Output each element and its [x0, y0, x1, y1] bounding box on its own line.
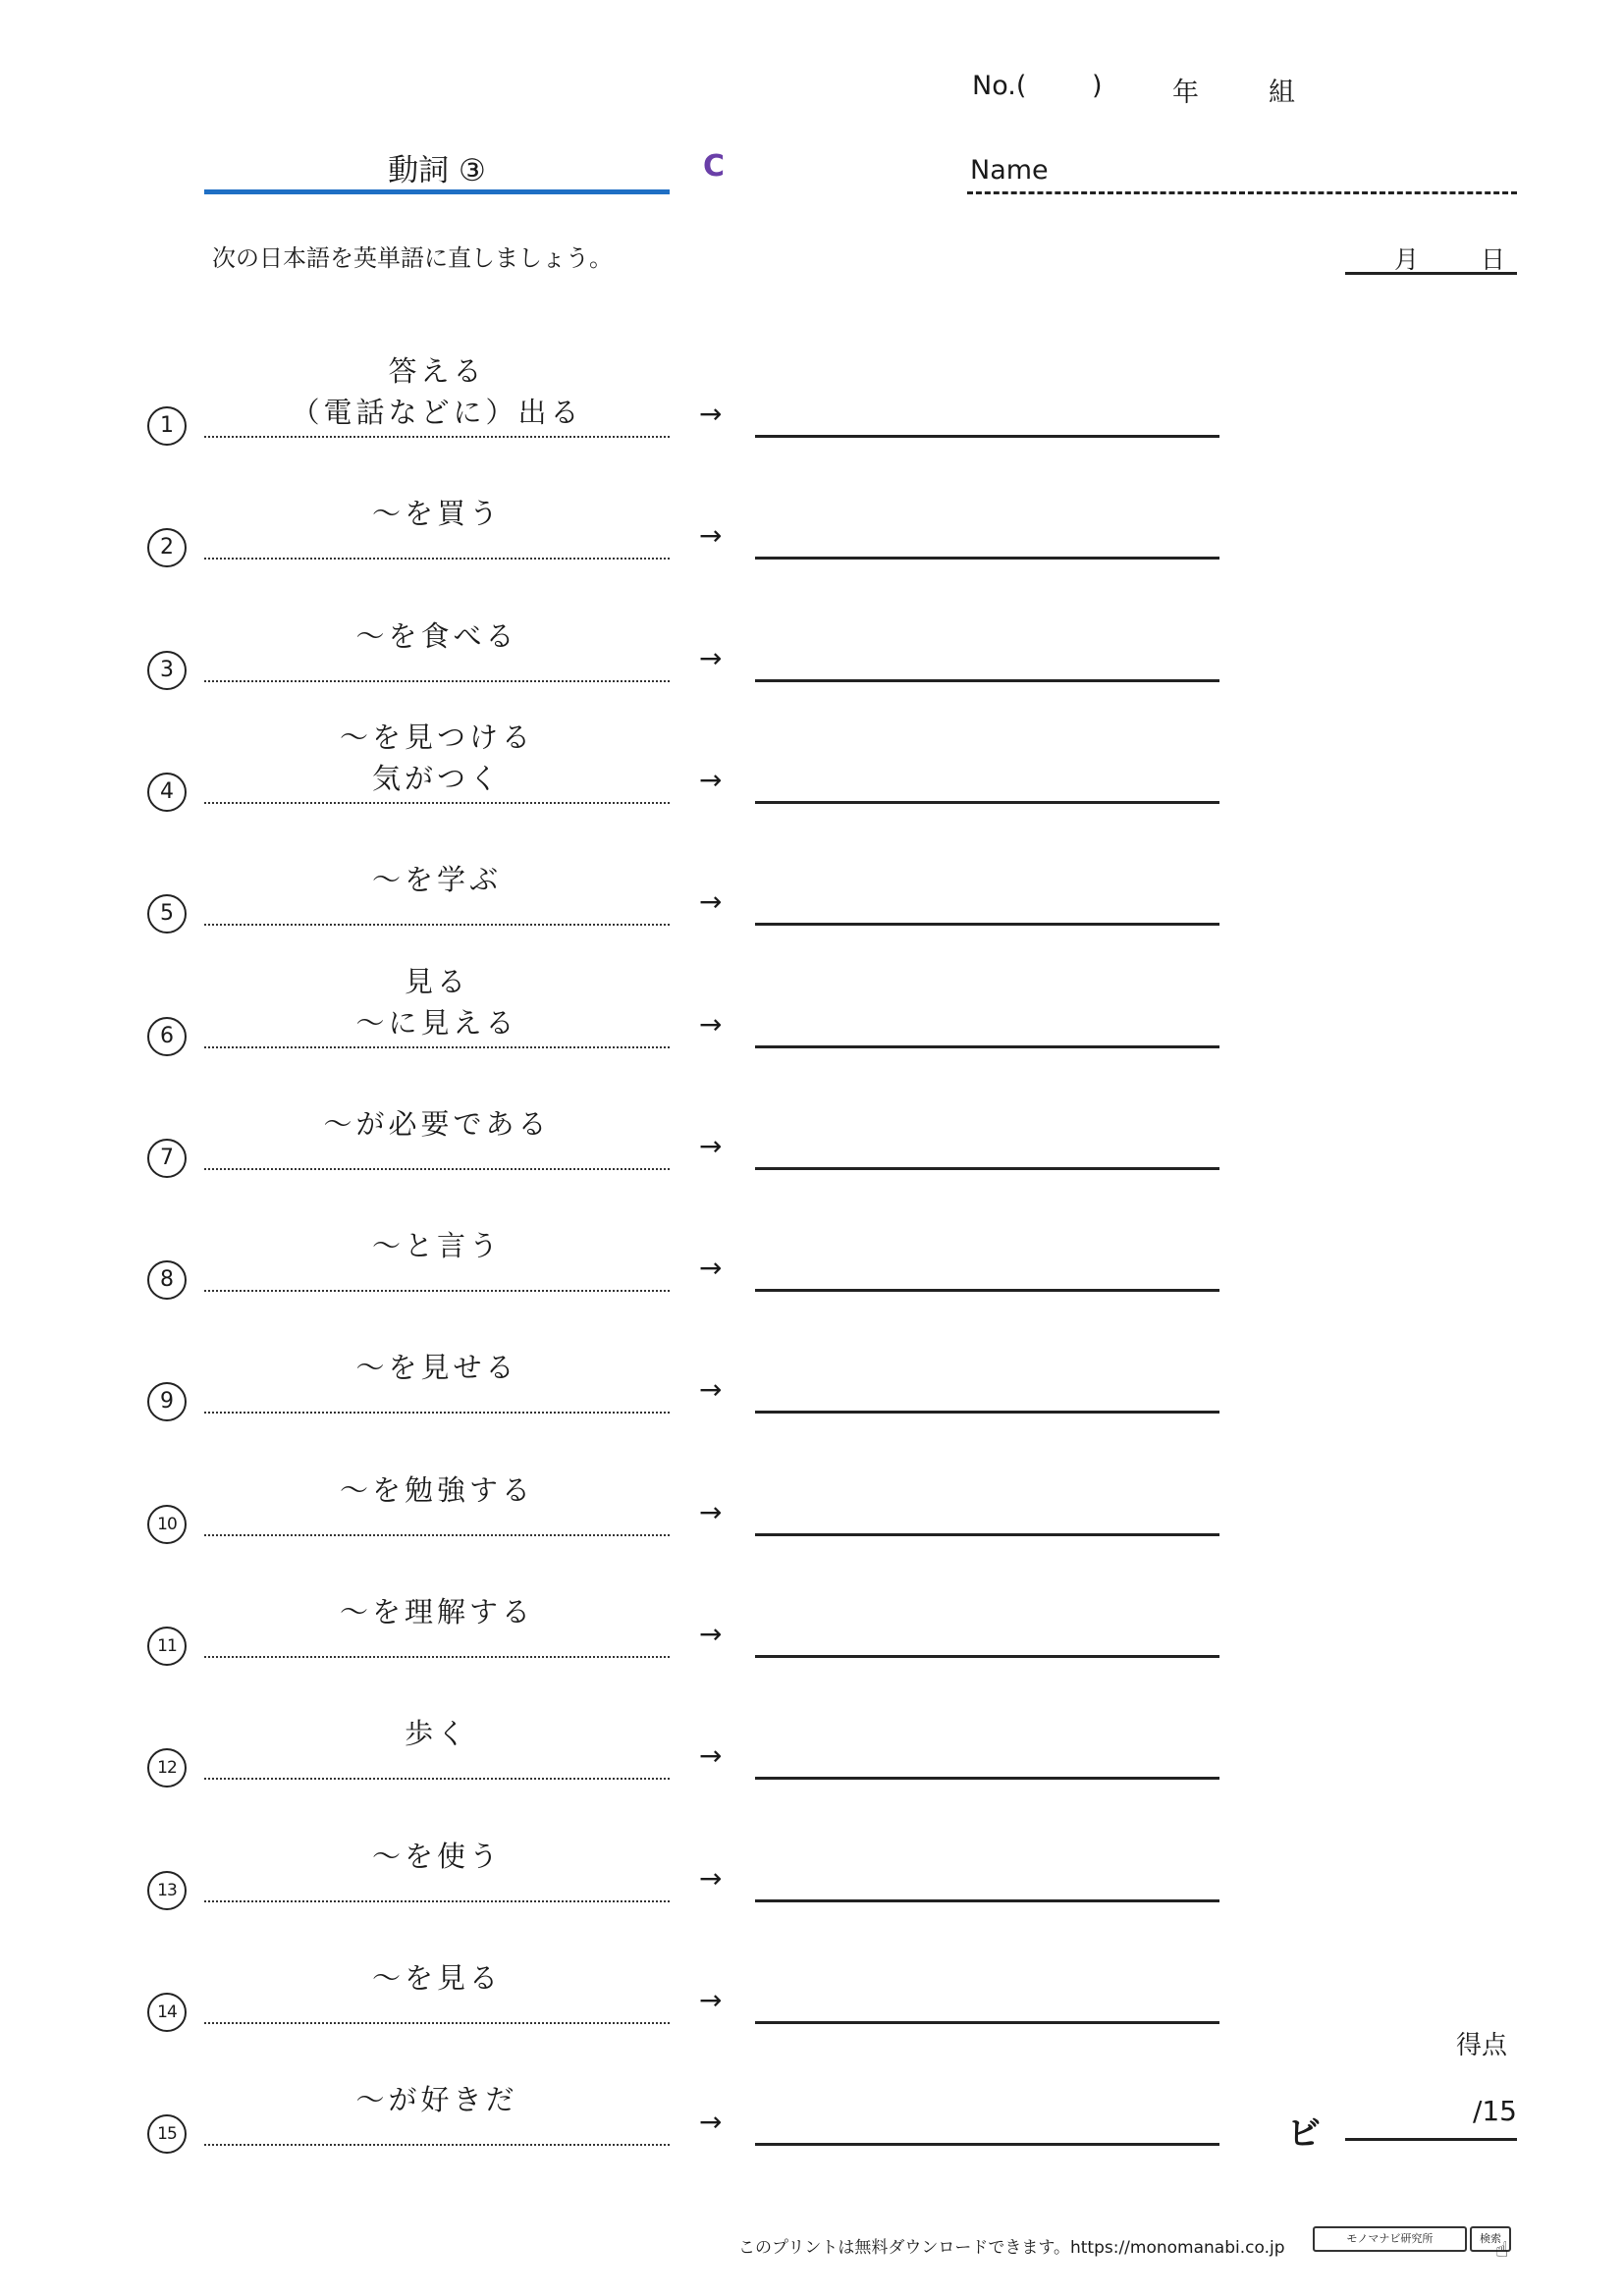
- question-number: 14: [147, 1993, 187, 2032]
- prompt-dotted-line: [204, 802, 670, 804]
- question-number: 1: [147, 406, 187, 446]
- class-label: 組: [1269, 78, 1295, 108]
- arrow-icon: →: [699, 764, 723, 796]
- answer-line[interactable]: [755, 801, 1219, 804]
- japanese-prompt: 見る: [404, 965, 469, 998]
- level-badge: C: [703, 149, 726, 184]
- question-row: [0, 844, 1624, 966]
- prompt-dotted-line: [204, 1534, 670, 1536]
- prompt-dotted-line: [204, 558, 670, 560]
- arrow-icon: →: [699, 1984, 723, 2016]
- year-label: 年: [1172, 78, 1199, 108]
- arrow-icon: →: [699, 1496, 723, 1528]
- arrow-icon: →: [699, 2106, 723, 2138]
- prompt-dotted-line: [204, 1046, 670, 1048]
- arrow-icon: →: [699, 398, 723, 430]
- answer-line[interactable]: [755, 1289, 1219, 1292]
- question-number: 9: [147, 1382, 187, 1421]
- question-row: [0, 1210, 1624, 1332]
- prompt-dotted-line: [204, 2144, 670, 2146]
- prompt-dotted-line: [204, 680, 670, 682]
- prompt-dotted-line: [204, 1778, 670, 1780]
- japanese-prompt: 〜が好きだ: [355, 2083, 518, 2116]
- answer-line[interactable]: [755, 1777, 1219, 1780]
- question-number: 13: [147, 1871, 187, 1910]
- worksheet-title: 動詞 ③: [388, 153, 486, 188]
- japanese-prompt: 〜に見える: [355, 1006, 518, 1040]
- answer-line[interactable]: [755, 1411, 1219, 1414]
- japanese-prompt: （電話などに）出る: [291, 396, 583, 429]
- number-label: No.(: [972, 71, 1027, 101]
- answer-line[interactable]: [755, 1533, 1219, 1536]
- prompt-dotted-line: [204, 1168, 670, 1170]
- title-underline: [204, 189, 670, 194]
- question-row: [0, 967, 1624, 1089]
- question-row: [0, 1821, 1624, 1943]
- answer-line[interactable]: [755, 557, 1219, 560]
- arrow-icon: →: [699, 642, 723, 674]
- day-label: 日: [1481, 245, 1506, 274]
- arrow-icon: →: [699, 1373, 723, 1406]
- japanese-prompt: 気がつく: [371, 762, 502, 795]
- japanese-prompt: 〜を使う: [371, 1840, 502, 1873]
- answer-line[interactable]: [755, 923, 1219, 926]
- japanese-prompt: 〜を買う: [371, 497, 502, 530]
- search-button[interactable]: 検索: [1470, 2226, 1511, 2252]
- japanese-prompt: 〜を見つける: [339, 721, 534, 754]
- score-field[interactable]: [1345, 2095, 1517, 2141]
- answer-line[interactable]: [755, 1045, 1219, 1048]
- question-row: [0, 1455, 1624, 1576]
- japanese-prompt: 〜と言う: [371, 1229, 502, 1262]
- prompt-dotted-line: [204, 1656, 670, 1658]
- japanese-prompt: 〜を学ぶ: [371, 863, 502, 896]
- instruction-text: 次の日本語を英単語に直しましょう。: [212, 244, 613, 272]
- question-row: [0, 1943, 1624, 2064]
- japanese-prompt: 〜を食べる: [355, 619, 518, 653]
- prompt-dotted-line: [204, 1290, 670, 1292]
- score-total: /15: [1472, 2095, 1517, 2127]
- japanese-prompt: 歩く: [404, 1717, 469, 1750]
- number-close: ): [1092, 71, 1103, 101]
- name-label: Name: [970, 155, 1049, 186]
- footer-text: このプリントは無料ダウンロードできます。https://monomanabi.co.jp: [738, 2238, 1285, 2258]
- japanese-prompt: 〜を理解する: [339, 1595, 534, 1629]
- question-number: 2: [147, 528, 187, 567]
- arrow-icon: →: [699, 1862, 723, 1895]
- mascot-icon: ビ: [1287, 2114, 1321, 2154]
- month-label: 月: [1394, 245, 1420, 274]
- answer-line[interactable]: [755, 2021, 1219, 2024]
- prompt-dotted-line: [204, 2022, 670, 2024]
- japanese-prompt: 〜を勉強する: [339, 1473, 534, 1507]
- question-number: 3: [147, 651, 187, 690]
- question-row: [0, 1332, 1624, 1454]
- question-row: [0, 1698, 1624, 1820]
- question-number: 8: [147, 1260, 187, 1300]
- date-field[interactable]: [1345, 240, 1517, 275]
- prompt-dotted-line: [204, 1900, 670, 1902]
- arrow-icon: →: [699, 1130, 723, 1162]
- question-row: [0, 1089, 1624, 1210]
- question-number: 10: [147, 1505, 187, 1544]
- question-row: [0, 722, 1624, 844]
- answer-line[interactable]: [755, 679, 1219, 682]
- question-row: [0, 356, 1624, 478]
- search-box[interactable]: モノマナビ研究所: [1313, 2226, 1467, 2252]
- question-number: 11: [147, 1627, 187, 1666]
- prompt-dotted-line: [204, 1412, 670, 1414]
- question-row: [0, 478, 1624, 600]
- japanese-prompt: 答える: [388, 354, 486, 388]
- arrow-icon: →: [699, 1618, 723, 1650]
- japanese-prompt: 〜が必要である: [323, 1107, 551, 1141]
- japanese-prompt: 〜を見せる: [355, 1351, 518, 1384]
- answer-line[interactable]: [755, 2143, 1219, 2146]
- score-label: 得点: [1456, 2031, 1508, 2060]
- japanese-prompt: 〜を見る: [371, 1961, 502, 1995]
- arrow-icon: →: [699, 1252, 723, 1284]
- answer-line[interactable]: [755, 435, 1219, 438]
- question-number: 12: [147, 1748, 187, 1788]
- question-row: [0, 601, 1624, 722]
- answer-line[interactable]: [755, 1167, 1219, 1170]
- question-number: 4: [147, 773, 187, 812]
- arrow-icon: →: [699, 1739, 723, 1772]
- prompt-dotted-line: [204, 436, 670, 438]
- question-number: 7: [147, 1139, 187, 1178]
- pointer-hand-icon: ☝: [1495, 2238, 1509, 2263]
- question-number: 6: [147, 1017, 187, 1056]
- arrow-icon: →: [699, 885, 723, 918]
- answer-line[interactable]: [755, 1899, 1219, 1902]
- arrow-icon: →: [699, 519, 723, 552]
- prompt-dotted-line: [204, 924, 670, 926]
- answer-line[interactable]: [755, 1655, 1219, 1658]
- question-number: 15: [147, 2114, 187, 2154]
- name-field[interactable]: [967, 191, 1517, 194]
- arrow-icon: →: [699, 1008, 723, 1041]
- question-number: 5: [147, 894, 187, 934]
- question-row: [0, 1576, 1624, 1698]
